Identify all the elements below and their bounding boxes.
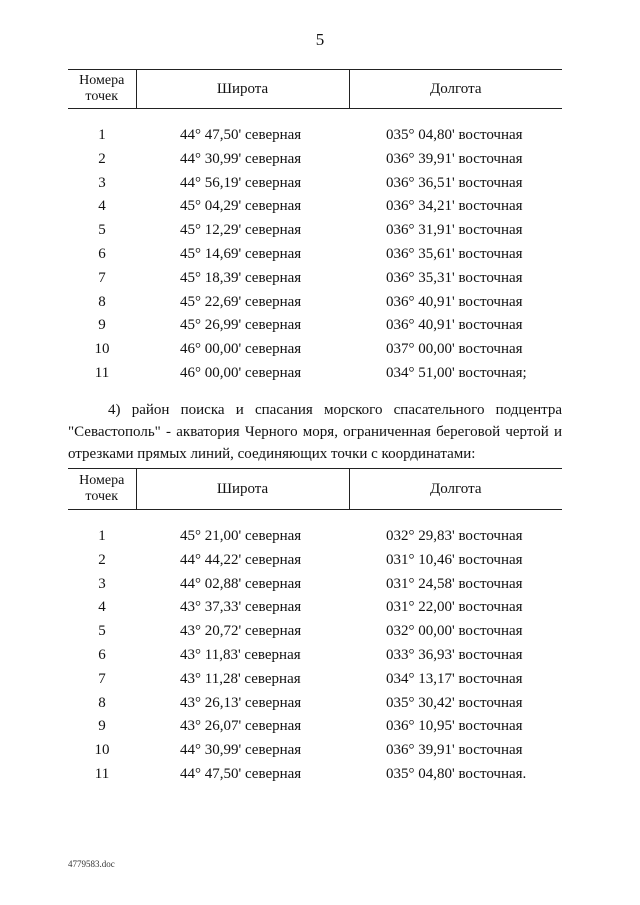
- table-row: [68, 644, 562, 668]
- point-number-cell: 1: [98, 528, 106, 544]
- longitude-cell: 036° 34,21' восточная: [386, 198, 523, 215]
- header-number-line1: Номера: [79, 73, 125, 88]
- table-row: [68, 219, 562, 243]
- point-number-cell: 9: [98, 317, 106, 334]
- longitude-cell: 036° 35,31' восточная: [386, 269, 523, 286]
- point-number-cell: 11: [94, 765, 110, 782]
- table-row: [68, 243, 562, 267]
- table-row: [68, 525, 562, 549]
- table-row: [68, 620, 562, 644]
- point-number-cell: 11: [94, 364, 110, 381]
- latitude-cell: 43° 11,28' северная: [180, 670, 301, 687]
- latitude-cell: 46° 00,00' северная: [180, 364, 302, 381]
- longitude-cell: 031° 22,00' восточная: [386, 599, 523, 616]
- latitude-cell: 45° 21,00' северная: [180, 528, 302, 544]
- latitude-cell: 45° 04,29' северная: [180, 198, 302, 215]
- longitude-cell: 031° 10,46' восточная: [386, 551, 523, 568]
- latitude-cell: 44° 47,50' северная: [180, 765, 302, 782]
- latitude-cell: 46° 00,00' северная: [180, 341, 302, 358]
- longitude-cell: 035° 04,80' восточная: [386, 127, 523, 143]
- header-point-number: [68, 70, 136, 109]
- table-row: [68, 338, 562, 362]
- coordinates-table-1: [68, 69, 562, 386]
- point-number-cell: 4: [98, 198, 106, 215]
- latitude-cell: 45° 22,69' северная: [180, 293, 302, 310]
- table-row: [68, 314, 562, 338]
- latitude-cell: 45° 12,29' северная: [180, 222, 302, 239]
- table-row: [68, 172, 562, 196]
- latitude-cell: 44° 47,50' северная: [180, 127, 302, 143]
- longitude-cell: 033° 36,93' восточная: [386, 646, 523, 663]
- table-header-row: [68, 70, 562, 109]
- latitude-cell: 44° 30,99' северная: [180, 742, 302, 759]
- latitude-cell: 45° 14,69' северная: [180, 245, 302, 262]
- coordinates-table-2: [68, 468, 562, 787]
- header-point-number: [68, 469, 136, 510]
- table-row: [68, 195, 562, 219]
- point-number-cell: 4: [98, 599, 106, 616]
- latitude-cell: 44° 30,99' северная: [180, 150, 302, 167]
- longitude-cell: 032° 29,83' восточная: [386, 528, 523, 544]
- table-row: [68, 763, 562, 787]
- point-number-cell: 8: [98, 694, 106, 711]
- table-row: [68, 692, 562, 716]
- longitude-cell: 035° 30,42' восточная: [386, 694, 523, 711]
- longitude-cell: 035° 04,80' восточная.: [386, 765, 527, 782]
- point-number-cell: 9: [98, 718, 106, 735]
- document-reference: 4779583.doc: [68, 859, 115, 869]
- table-header-row: [68, 469, 562, 510]
- longitude-cell: 036° 39,91' восточная: [386, 150, 523, 167]
- page-number: 5: [315, 30, 325, 49]
- table-row: [68, 267, 562, 291]
- longitude-cell: 036° 36,51' восточная: [386, 174, 523, 191]
- point-number-cell: 5: [98, 222, 106, 239]
- table-row: [68, 596, 562, 620]
- latitude-cell: 43° 26,07' северная: [180, 718, 302, 735]
- latitude-cell: 45° 26,99' северная: [180, 317, 302, 334]
- table-row: [68, 715, 562, 739]
- table-row: [68, 573, 562, 597]
- point-number-cell: 6: [98, 245, 106, 262]
- table-row: [68, 148, 562, 172]
- latitude-cell: 43° 26,13' северная: [180, 694, 302, 711]
- latitude-cell: 43° 37,33' северная: [180, 599, 302, 616]
- header-latitude: Широта: [136, 469, 349, 510]
- longitude-cell: 032° 00,00' восточная: [386, 623, 523, 640]
- point-number-cell: 3: [98, 174, 106, 191]
- longitude-cell: 036° 39,91' восточная: [386, 742, 523, 759]
- longitude-cell: 036° 40,91' восточная: [386, 293, 523, 310]
- point-number-cell: 6: [98, 646, 106, 663]
- longitude-cell: 037° 00,00' восточная: [386, 341, 523, 358]
- point-number-cell: 10: [94, 742, 110, 759]
- point-number-cell: 3: [98, 575, 106, 592]
- table-row: [68, 549, 562, 573]
- point-number-cell: 1: [98, 127, 106, 143]
- longitude-cell: 034° 51,00' восточная;: [386, 364, 527, 381]
- header-number-line1: Номера: [79, 473, 125, 488]
- latitude-cell: 43° 20,72' северная: [180, 623, 302, 640]
- longitude-cell: 036° 10,95' восточная: [386, 718, 523, 735]
- table-2-body: [68, 510, 562, 787]
- table-row: [68, 668, 562, 692]
- point-number-cell: 7: [98, 269, 106, 286]
- header-number-line2: точек: [85, 89, 119, 104]
- longitude-cell: 034° 13,17' восточная: [386, 670, 523, 687]
- header-longitude: Долгота: [349, 469, 562, 510]
- table-row: [68, 291, 562, 315]
- latitude-cell: 45° 18,39' северная: [180, 269, 302, 286]
- header-longitude: Долгота: [349, 70, 562, 109]
- table-row: [68, 124, 562, 148]
- longitude-cell: 036° 31,91' восточная: [386, 222, 523, 239]
- longitude-cell: 031° 24,58' восточная: [386, 575, 523, 592]
- table-row: [68, 739, 562, 763]
- latitude-cell: 44° 44,22' северная: [180, 551, 302, 568]
- point-number-cell: 7: [98, 670, 106, 687]
- point-number-cell: 5: [98, 623, 106, 640]
- longitude-cell: 036° 40,91' восточная: [386, 317, 523, 334]
- longitude-cell: 036° 35,61' восточная: [386, 245, 523, 262]
- point-number-cell: 2: [98, 150, 106, 167]
- point-number-cell: 2: [98, 551, 106, 568]
- table-1-body: [68, 109, 562, 386]
- latitude-cell: 44° 56,19' северная: [180, 174, 302, 191]
- table-row: [68, 362, 562, 386]
- header-latitude: Широта: [136, 70, 349, 109]
- latitude-cell: 44° 02,88' северная: [180, 575, 302, 592]
- latitude-cell: 43° 11,83' северная: [180, 646, 301, 663]
- point-number-cell: 10: [94, 341, 110, 358]
- region-description-paragraph: 4) район поиска и спасания морского спасательного подцентра "Севастополь" - акватория Черного моря, ограниченная береговой чертой и отрезками прямых линий, соединяющих точки с координатами:: [68, 402, 562, 462]
- point-number-cell: 8: [98, 293, 106, 310]
- header-number-line2: точек: [85, 489, 119, 504]
